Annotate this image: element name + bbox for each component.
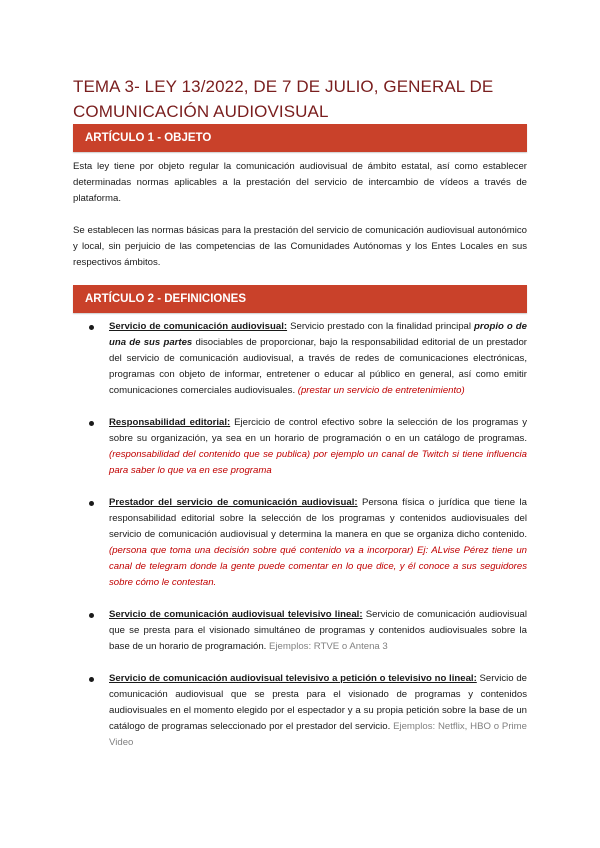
bullet-icon xyxy=(89,325,94,330)
article-1-paragraph: Esta ley tiene por objeto regular la comunicación audiovisual de ámbito estatal, así como establecer determinadas normas aplicables a la prestación del servicio de intercambio de vídeos a través de plataforma. xyxy=(73,161,527,204)
definition-example: Ejemplos: RTVE o Antena 3 xyxy=(269,641,388,652)
definition-term: Servicio de comunicación audiovisual: xyxy=(109,321,288,332)
definition-note: (prestar un servicio de entretenimiento) xyxy=(297,385,465,396)
page-title: TEMA 3- LEY 13/2022, DE 7 DE JULIO, GENERAL DE COMUNICACIÓN AUDIOVISUAL xyxy=(73,77,494,121)
definition-text: Persona física o jurídica que tiene la responsabilidad editorial sobre la selección de los programas y contenidos audiovisuales del servicio de comunicación audiovisual y determina la manera en que se organiza dicho contenido. xyxy=(109,497,528,540)
list-item xyxy=(73,671,527,751)
definition-note: (persona que toma una decisión sobre qué contenido va a incorporar) Ej: ALvise Pérez tiene un canal de telegram donde la gente puede comentar en lo que dice, y él conoce a sus seguidores sobre cómo le contestan. xyxy=(109,545,527,588)
definition-term: Responsabilidad editorial: xyxy=(109,417,231,428)
list-item xyxy=(73,607,527,655)
bullet-icon xyxy=(89,421,94,426)
bullet-icon xyxy=(89,501,94,506)
definition-term: Prestador del servicio de comunicación audiovisual: xyxy=(109,497,358,508)
article-2-heading: ARTÍCULO 2 - DEFINICIONES xyxy=(73,285,527,313)
article-1-heading: ARTÍCULO 1 - OBJETO xyxy=(73,124,527,152)
article-1-paragraph: Se establecen las normas básicas para la prestación del servicio de comunicación audiovisual autonómico y local, sin perjuicio de las competencias de las Comunidades Autónomas y los Entes Locales en sus respectivos ámbitos. xyxy=(73,225,527,268)
definition-example: Ejemplos: Netflix, HBO o Prime Video xyxy=(109,721,527,748)
definition-text: Servicio prestado con la finalidad principal xyxy=(287,321,475,332)
definition-term: Servicio de comunicación audiovisual televisivo a petición o televisivo no lineal: xyxy=(109,673,477,684)
definitions-list xyxy=(73,319,527,767)
definition-term: Servicio de comunicación audiovisual televisivo lineal: xyxy=(109,609,363,620)
bullet-icon xyxy=(89,677,94,682)
bullet-icon xyxy=(89,613,94,618)
list-item xyxy=(73,415,527,479)
list-item xyxy=(73,319,527,399)
definition-emphasis: propio o de una de sus partes xyxy=(109,321,527,348)
definition-text: disociables de proporcionar, bajo la responsabilidad editorial de un prestador del servicio de comunicación audiovisual, a través de redes de comunicaciones electrónicas, programas con objeto de informar, entretener o educar al público en general, así como emitir comunicaciones comerciales audiovisuales. xyxy=(109,337,527,396)
definition-text: Servicio de comunicación audiovisual que se presta para el visionado de programas y contenidos audiovisuales en el momento elegido por el espectador y a su propia petición sobre la base de un catálogo de programas seleccionado por el prestador del servicio. xyxy=(109,673,528,732)
definition-text: Servicio de comunicación audiovisual que se presta para el visionado simultáneo de programas y contenidos audiovisuales sobre la base de un horario de programación. xyxy=(109,609,527,652)
definition-text: Ejercicio de control efectivo sobre la selección de los programas y sobre su organización, ya sea en un horario de programación o en un catálogo de programas. xyxy=(109,417,527,444)
list-item xyxy=(73,495,527,591)
definition-note: (responsabilidad del contenido que se publica) por ejemplo un canal de Twitch si tiene influencia para saber lo que va en ese programa xyxy=(109,449,527,476)
